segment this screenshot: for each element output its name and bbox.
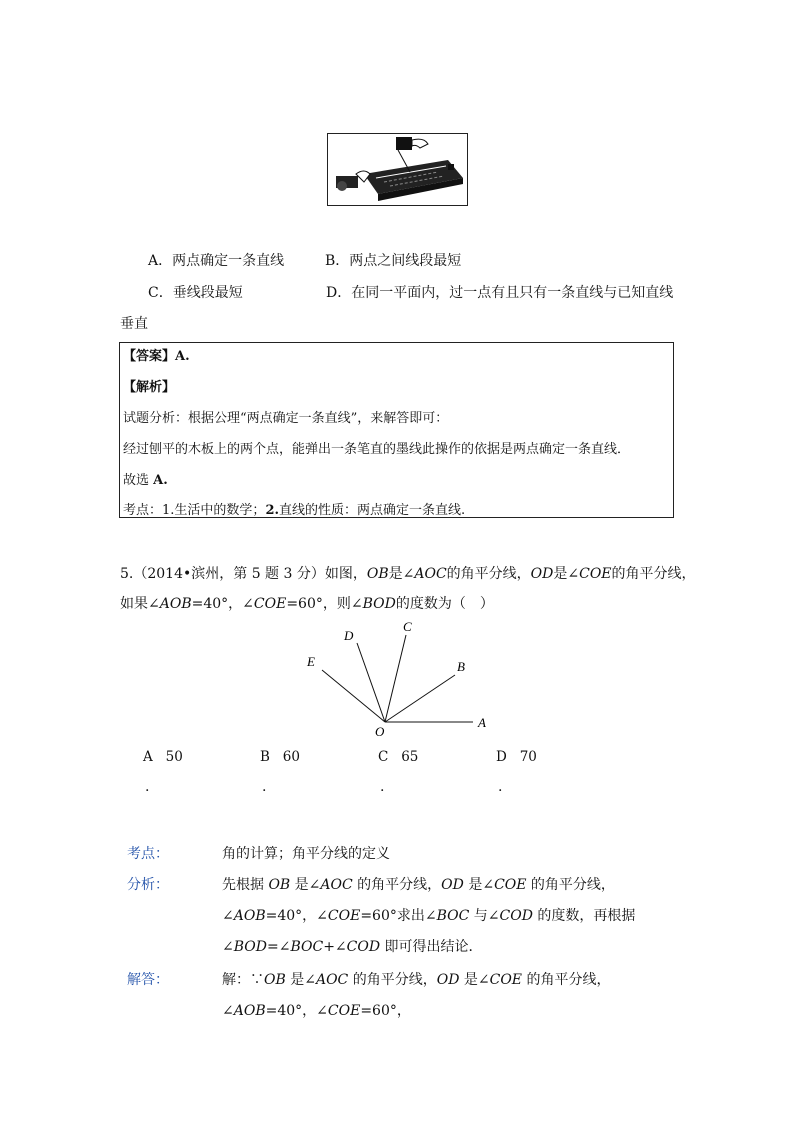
q5-option-dot-b: . <box>262 779 267 795</box>
q4-option-b: B．两点之间线段最短 <box>325 253 462 269</box>
q5-option-dot-c: . <box>380 779 385 795</box>
q4-option-d: D．在同一平面内，过一点有且只有一条直线与已知直线 <box>326 285 674 301</box>
label-c: C <box>403 619 412 634</box>
q4-option-d-continued: 垂直 <box>120 316 148 332</box>
q5-stem-line-2: 如果∠AOB=40°，∠COE=60°，则∠BOD的度数为（ ） <box>120 596 494 612</box>
fenxi-line-2: ∠AOB=40°，∠COE=60°求出∠BOC 与∠COD 的度数，再根据 <box>222 908 636 924</box>
q5-option-b: B 60 <box>260 749 300 765</box>
analysis-line-1: 试题分析：根据公理“两点确定一条直线”，来解答即可： <box>123 411 449 426</box>
jieda-line-2: ∠AOB=40°，∠COE=60°， <box>222 1003 411 1019</box>
fenxi-line-1: 先根据 OB 是∠AOC 的角平分线，OD 是∠COE 的角平分线， <box>222 877 615 893</box>
choice-line: 故选 A. <box>123 473 168 488</box>
q5-option-dot-d: . <box>498 779 503 795</box>
q5-option-c: C 65 <box>378 749 419 765</box>
carpenter-photo <box>327 133 468 206</box>
angle-figure <box>300 615 500 745</box>
label-d: D <box>344 628 354 643</box>
ray-ob <box>385 675 455 722</box>
jieda-label: 解答： <box>127 972 169 988</box>
q5-option-dot-a: . <box>145 779 150 795</box>
jieda-line-1: 解：∵OB 是∠AOC 的角平分线，OD 是∠COE 的角平分线， <box>222 972 611 988</box>
label-e: E <box>307 654 315 669</box>
fenxi-label: 分析： <box>127 877 169 893</box>
ray-oc <box>385 635 406 722</box>
q4-option-a: A．两点确定一条直线 <box>148 253 285 269</box>
answer-line: 【答案】A. <box>123 349 190 364</box>
kaodian-label: 考点： <box>127 846 169 862</box>
kaodian-line: 考点：1.生活中的数学；2.直线的性质：两点确定一条直线. <box>123 503 466 518</box>
kaodian-text: 角的计算；角平分线的定义 <box>222 846 390 862</box>
label-b: B <box>457 659 465 674</box>
q5-stem-line-1: 5.（2014•滨州，第 5 题 3 分）如图，OB是∠AOC的角平分线，OD是∠COE的角平分线， <box>120 566 696 582</box>
label-o: O <box>375 724 385 739</box>
answer-box <box>119 342 674 518</box>
q5-option-d: D 70 <box>496 749 537 765</box>
label-a: A <box>478 715 486 730</box>
q4-option-c: C．垂线段最短 <box>148 285 243 301</box>
analysis-line-2: 经过刨平的木板上的两个点，能弹出一条笔直的墨线此操作的依据是两点确定一条直线． <box>123 442 631 457</box>
q5-option-a: A 50 <box>143 749 183 765</box>
analysis-label: 【解析】 <box>123 380 176 395</box>
carpenter-illustration-icon <box>328 134 467 205</box>
fenxi-line-3: ∠BOD=∠BOC+∠COD 即可得出结论． <box>222 939 483 955</box>
